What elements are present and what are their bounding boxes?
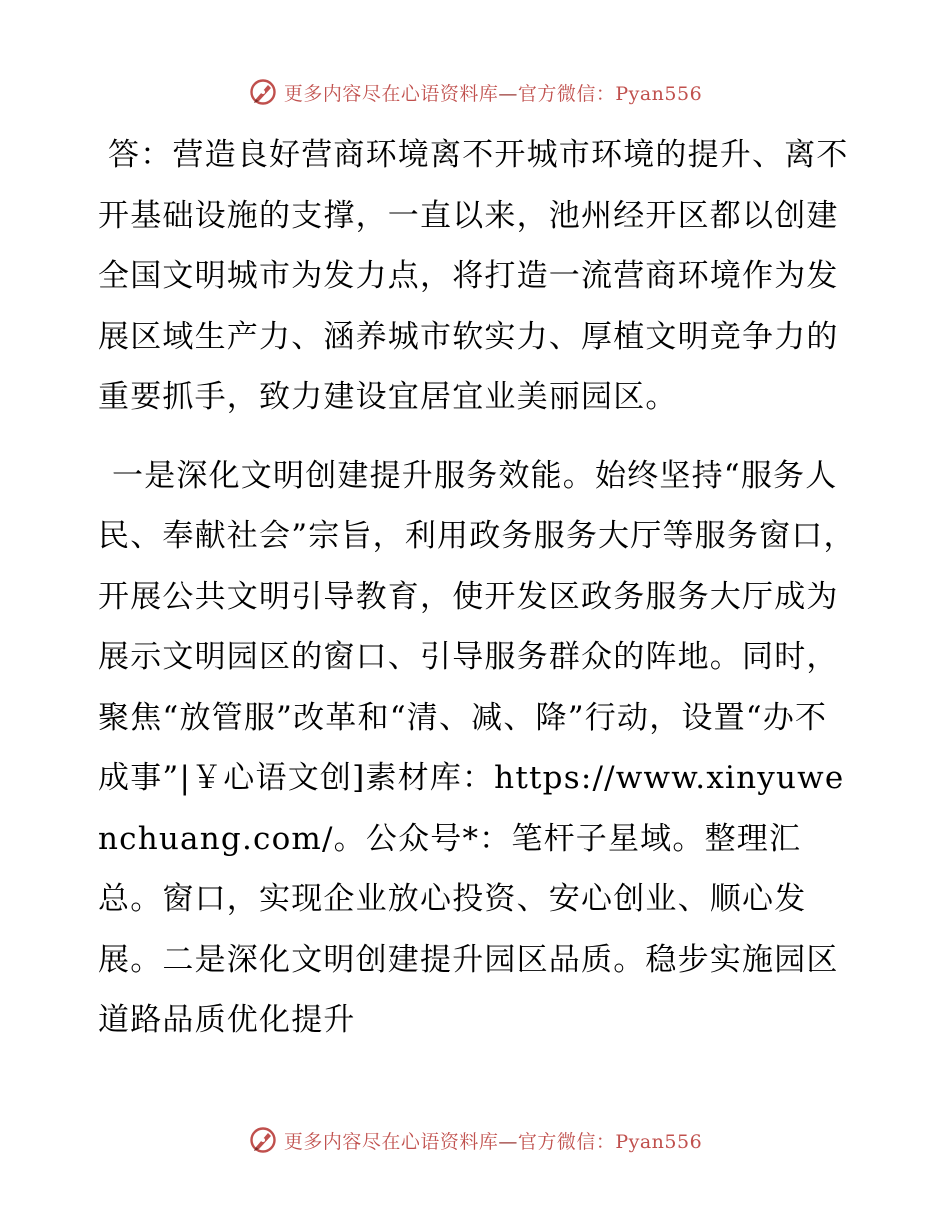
header-banner-text: 更多内容尽在心语资料库—官方微信：Pyan556 [283,82,703,105]
paragraph-answer: 答：营造良好营商环境离不开城市环境的提升、离不开基础设施的支撑，一直以来，池州经开区都以创建全国文明城市为发力点，将打造一流营商环境作为发展区域生产力、涵养城市软实力、厚植文明竞争力的重要抓手，致力建设宜居宜业美丽园区。 [98,137,849,415]
pen-nib-logo-icon [248,77,278,107]
footer-banner-text: 更多内容尽在心语资料库—官方微信：Pyan556 [283,1130,703,1153]
document-body [98,125,858,1051]
paragraph-measures: 一是深化文明创建提升服务效能。始终坚持“服务人民、奉献社会”宗旨，利用政务服务大厅等服务窗口，开展公共文明引导教育，使开发区政务服务大厅成为展示文明园区的窗口、引导服务群众的阵地。同时，聚焦“放管服”改革和“清、减、降”行动，设置“办不成事”|￥心语文创]素材库：https://www.xinyuwenchuang.com/。公众号*：笔杆子星域。整理汇总。窗口，实现企业放心投资、安心创业、顺心发展。二是深化文明创建提升园区品质。稳步实施园区道路品质优化提升 [98,457,856,1038]
header-banner [0,72,950,112]
footer-banner [0,1120,950,1160]
pen-nib-logo-icon [248,1125,278,1155]
